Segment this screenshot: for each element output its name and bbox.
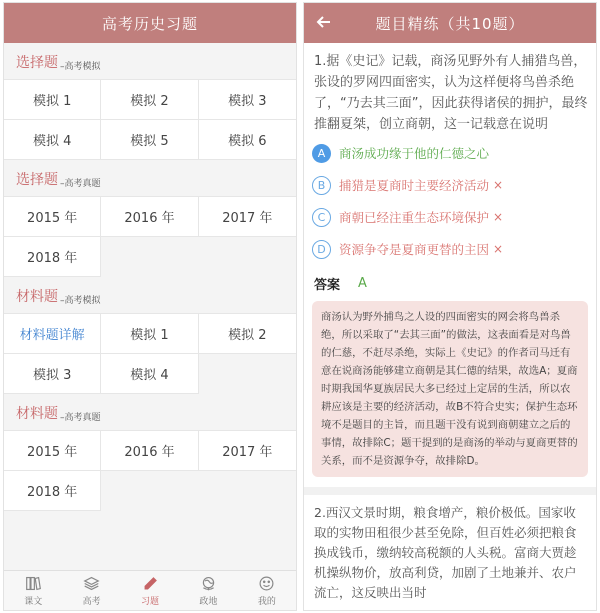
exam-year-item[interactable]: 2016 年 [101,197,198,237]
option-text: 资源争夺是夏商更替的主因 [339,242,490,257]
practice-item[interactable]: 模拟 6 [199,120,296,160]
bottom-tab-bar [4,570,296,610]
app-header [304,3,596,43]
option-letter-badge: C [312,208,331,227]
option-text: 捕猎是夏商时主要经济活动 [339,178,490,193]
option-letter-badge: D [312,240,331,259]
tab-label: 高考 [82,596,101,607]
section-subtitle: –高考真题 [60,413,101,423]
tab-exercises[interactable] [121,571,179,610]
exam-year-grid [4,196,296,277]
option-c[interactable] [312,201,588,233]
exercise-list-screen [3,2,297,611]
practice-item[interactable]: 模拟 4 [101,354,198,394]
empty-cell [199,237,296,277]
option-b[interactable] [312,169,588,201]
option-letter-badge: B [312,176,331,195]
answer-value: A [358,275,367,291]
empty-cell [199,354,296,394]
section-title: 选择题 [16,172,58,188]
page-title: 高考历史习题 [101,14,198,33]
practice-item[interactable]: 模拟 5 [101,120,198,160]
exam-year-item[interactable]: 2018 年 [4,237,101,277]
tab-mine[interactable] [238,571,296,610]
section-subtitle: –高考模拟 [60,62,101,72]
exam-year-item[interactable]: 2015 年 [4,197,101,237]
section-title: 选择题 [16,55,58,71]
answer-label: 答案 [314,277,341,293]
answer-options [304,135,596,265]
question-text: 1.据《史记》记载，商汤见野外有人捕猎鸟兽，张设的罗网四面密实，认为这样便将鸟兽杀绝了，“乃去其三面”，因此获得诸侯的拥护，最终推翻夏桀，创立商朝，这一记载意在说明 [314,54,588,132]
empty-cell [101,237,198,277]
practice-item[interactable]: 模拟 1 [101,314,198,354]
exam-year-item[interactable]: 2018 年 [4,471,101,511]
exam-year-item[interactable]: 2016 年 [101,431,198,471]
practice-item[interactable]: 模拟 2 [199,314,296,354]
tab-label: 课文 [24,596,43,607]
exam-year-item[interactable]: 2015 年 [4,431,101,471]
layers-icon [83,575,100,592]
practice-item[interactable]: 模拟 1 [4,80,101,120]
app-header [4,3,296,43]
section-title: 材料题 [16,406,58,422]
question-text: 2.西汉文景时期，粮食增产，粮价极低。国家收取的实物田租很少甚至免除，但百姓必须把粮食换成钱币，缴纳较高税额的人头税。富商大贾趁机操纵物价，放高利贷，加剧了土地兼并、农户流亡，这反映出当时 [314,505,577,600]
section-header [4,43,296,79]
divider [304,487,596,495]
tab-label: 习题 [141,596,160,607]
pencil-icon [142,575,159,592]
wrong-mark-icon: × [493,178,504,192]
tab-politics-geography[interactable] [179,571,237,610]
page-title: 题目精练（共10题） [375,14,525,33]
tab-gaokao[interactable] [62,571,120,610]
wrong-mark-icon: × [493,242,504,256]
section-header [4,277,296,313]
option-a[interactable] [312,137,588,169]
back-arrow-icon[interactable] [314,12,334,32]
practice-item[interactable]: 模拟 2 [101,80,198,120]
section-header [4,394,296,430]
practice-item[interactable]: 模拟 3 [199,80,296,120]
smile-icon [258,575,275,592]
section-title: 材料题 [16,289,58,305]
explanation-box: 商汤认为野外捕鸟之人设的四面密实的网会将鸟兽杀绝，所以采取了“去其三面”的做法，这表面看是对鸟兽的仁慈，不赶尽杀绝，实际上《史记》的作者司马迁有意在说商汤能够建立商朝是其仁德的结果，故选A；夏商时期我国华夏族居民大多已经过上定居的生活，所以农耕应该是主要的经济活动，故B不符合史实；保护生态环境不是题目的主旨，而且题干没有说到商朝建立之后的事情，故排除C；题干提到的是商汤的举动与夏商更替的关系，而不是资源争夺，故排除D。 [312,301,588,477]
material-grid [4,313,296,394]
question-practice-screen [303,2,597,611]
practice-item[interactable]: 模拟 3 [4,354,101,394]
exam-year-item[interactable]: 2017 年 [199,197,296,237]
empty-cell [199,471,296,511]
option-letter-badge: A [312,144,331,163]
tab-lessons[interactable] [4,571,62,610]
material-detail-link[interactable]: 材料题详解 [4,314,101,354]
books-icon [25,575,42,592]
empty-cell [101,471,198,511]
answer-row [304,265,596,295]
practice-grid [4,79,296,160]
wrong-mark-icon: × [493,210,504,224]
section-subtitle: –高考真题 [60,179,101,189]
practice-item[interactable]: 模拟 4 [4,120,101,160]
globe-icon [200,575,217,592]
option-text: 商汤成功缘于他的仁德之心 [339,146,490,161]
exam-year-item[interactable]: 2017 年 [199,431,296,471]
option-d[interactable] [312,233,588,265]
option-text: 商朝已经注重生态环境保护 [339,210,490,225]
section-subtitle: –高考模拟 [60,296,101,306]
tab-label: 政地 [199,596,218,607]
exam-year-grid [4,430,296,511]
section-header [4,160,296,196]
tab-label: 我的 [257,596,276,607]
